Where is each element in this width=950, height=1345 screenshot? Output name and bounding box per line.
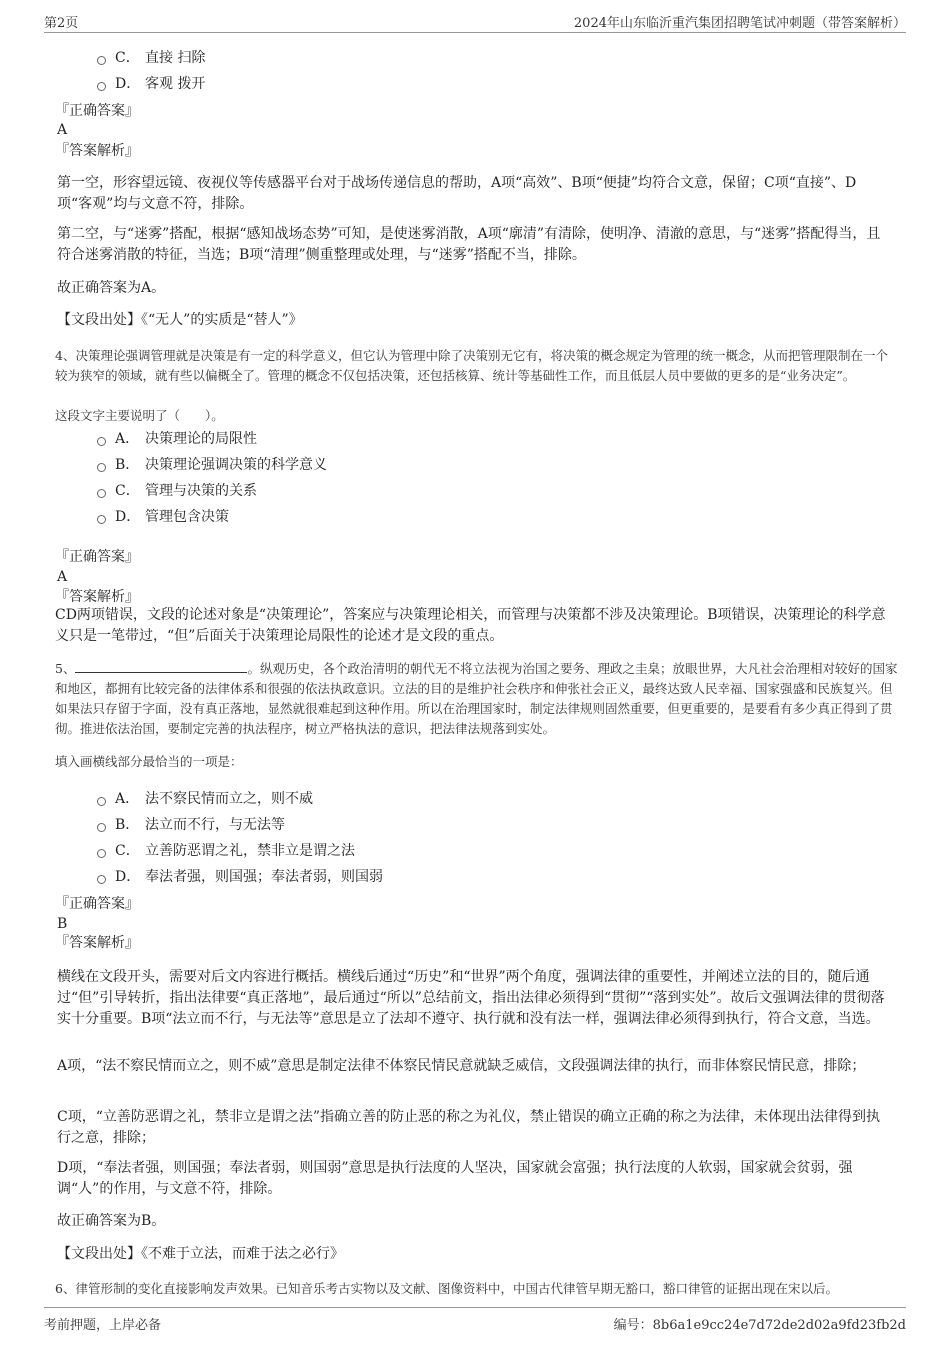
document-title: 2024年山东临沂重汽集团招聘笔试冲刺题（带答案解析） xyxy=(573,16,906,31)
radio-icon[interactable] xyxy=(97,463,106,472)
radio-icon[interactable] xyxy=(97,797,106,806)
q4-analysis-label: 『答案解析』 xyxy=(55,589,139,605)
radio-icon[interactable] xyxy=(97,437,106,446)
q5-number: 5、 xyxy=(55,661,76,676)
q3-analysis-label: 『答案解析』 xyxy=(55,143,139,159)
radio-icon[interactable] xyxy=(97,56,106,65)
footer-slogan: 考前押题，上岸必备 xyxy=(44,1318,162,1333)
q5-question: 填入画横线部分最恰当的一项是： xyxy=(55,754,243,769)
q3-analysis-p1: 第一空，形容望远镜、夜视仪等传感器平台对于战场传递信息的帮助，A项“高效”、B项“便捷”均符合文意，保留；C项“直接”、D项“客观”均与文意不符，排除。 xyxy=(57,175,857,212)
q5-analysis-p5: 故正确答案为B。 xyxy=(57,1213,166,1229)
page-footer xyxy=(44,1307,906,1334)
q3-option-d[interactable]: D． 客观 拨开 xyxy=(55,71,898,97)
q5-option-d[interactable]: D． 奉法者强，则国强；奉法者弱，则国弱 xyxy=(55,864,898,890)
q4-option-c[interactable]: C． 管理与决策的关系 xyxy=(55,478,898,504)
page-number: 第2页 xyxy=(44,16,79,31)
q4-option-b[interactable]: B． 决策理论强调决策的科学意义 xyxy=(55,452,898,478)
q5-option-b[interactable]: B． 法立而不行，与无法等 xyxy=(55,812,898,838)
radio-icon[interactable] xyxy=(97,849,106,858)
q4-option-a[interactable]: A． 决策理论的局限性 xyxy=(55,426,898,452)
q5-analysis-p3: C项，“立善防恶谓之礼，禁非立是谓之法”指确立善的防止恶的称之为礼仪，禁止错误的确立正确的称之为法律，未体现出法律得到执行之意，排除； xyxy=(57,1109,881,1146)
radio-icon[interactable] xyxy=(97,823,106,832)
q3-answer: A xyxy=(57,122,68,138)
radio-icon[interactable] xyxy=(97,489,106,498)
q4-analysis: CD两项错误，文段的论述对象是“决策理论”，答案应与决策理论相关，而管理与决策都不涉及决策理论。B项错误，决策理论的科学意义只是一笔带过，“但”后面关于决策理论局限性的论述才是文段的重点。 xyxy=(55,607,886,644)
q4-question: 这段文字主要说明了（ ）。 xyxy=(55,408,224,423)
q5-stem xyxy=(55,658,898,739)
radio-icon[interactable] xyxy=(97,515,106,524)
q3-analysis-p3: 故正确答案为A。 xyxy=(57,280,166,296)
q3-analysis-p2: 第二空，与“迷雾”搭配，根据“感知战场态势”可知，是使迷雾消散，A项“廓清”有清除，使明净、清澈的意思，与“迷雾”搭配得当，且符合迷雾消散的特征，当选；B项“清理”侧重整理或处理，与“迷雾”搭配不当，排除。 xyxy=(57,226,881,263)
q5-source: 【文段出处】《不难于立法，而难于法之必行》 xyxy=(57,1246,344,1262)
q5-answer-label: 『正确答案』 xyxy=(55,896,139,912)
q5-option-c[interactable]: C． 立善防恶谓之礼，禁非立是谓之法 xyxy=(55,838,898,864)
document-id: 编号：8b6a1e9cc24e7d72de2d02a9fd23fb2d xyxy=(613,1318,906,1333)
q6-stem: 6、律管形制的变化直接影响发声效果。已知音乐考古实物以及文献、图像资料中，中国古代律管早期无豁口，豁口律管的证据出现在宋以后。 xyxy=(55,1281,838,1296)
q4-answer-label: 『正确答案』 xyxy=(55,549,139,565)
q5-analysis-label: 『答案解析』 xyxy=(55,935,139,951)
q5-analysis-p2: A项，“法不察民情而立之，则不威”意思是制定法律不体察民情民意就缺乏威信，文段强调法律的执行，而非体察民情民意，排除； xyxy=(57,1058,866,1074)
q4-stem: 4、决策理论强调管理就是决策是有一定的科学意义，但它认为管理中除了决策别无它有，将决策的概念规定为管理的统一概念，从而把管理限制在一个较为狭窄的领域，就有些以偏概全了。管理的概念不仅包括决策，还包括核算、统计等基础性工作，而且低层人员中要做的更多的是“业务决定”。 xyxy=(55,348,888,383)
q3-source: 【文段出处】《“无人”的实质是“替人”》 xyxy=(57,312,303,328)
q5-fill-blank xyxy=(75,658,247,673)
q4-answer: A xyxy=(57,569,68,585)
q5-answer: B xyxy=(57,916,68,932)
q5-option-a[interactable]: A． 法不察民情而立之，则不威 xyxy=(55,786,898,812)
q4-option-d[interactable]: D． 管理包含决策 xyxy=(55,504,898,530)
radio-icon[interactable] xyxy=(97,82,106,91)
q5-analysis-p4: D项，“奉法者强，则国强；奉法者弱，则国弱”意思是执行法度的人坚决，国家就会富强；执行法度的人软弱，国家就会贫弱，强调“人”的作用，与文意不符，排除。 xyxy=(57,1160,853,1197)
q3-answer-label: 『正确答案』 xyxy=(55,103,139,119)
page-header xyxy=(44,10,906,33)
radio-icon[interactable] xyxy=(97,875,106,884)
q5-stem-text: 。纵观历史，各个政治清明的朝代无不将立法视为治国之要务、理政之圭臬；放眼世界，大凡社会治理相对较好的国家和地区，都拥有比较完备的法律体系和很强的依法执政意识。立法的目的是维护社会秩序和伸张社会正义，最终达致人民幸福、国家强盛和民族复兴。但如果法只存留于字面，没有真正落地，显然就很难起到这种作用。所以在治理国家时，制定法律规则固然重要，但更重要的，是要看有多少真正得到了贯彻。推进依法治国，要制定完善的执法程序，树立严格执法的意识，把法律法规落到实处。 xyxy=(55,661,898,736)
q3-option-c[interactable]: C． 直接 扫除 xyxy=(55,45,898,71)
q5-analysis-p1: 横线在文段开头，需要对后文内容进行概括。横线后通过“历史”和“世界”两个角度，强调法律的重要性，并阐述立法的目的，随后通过“但”引导转折，指出法律要“真正落地”，最后通过“所以”总结前文，指出法律必须得到“贯彻”“落到实处”。故后文强调法律的贯彻落实十分重要。B项“法立而不行，与无法等”意思是立了法却不遵守、执行就和没有法一样，强调法律必须得到执行，符合文意，当选。 xyxy=(57,969,885,1027)
